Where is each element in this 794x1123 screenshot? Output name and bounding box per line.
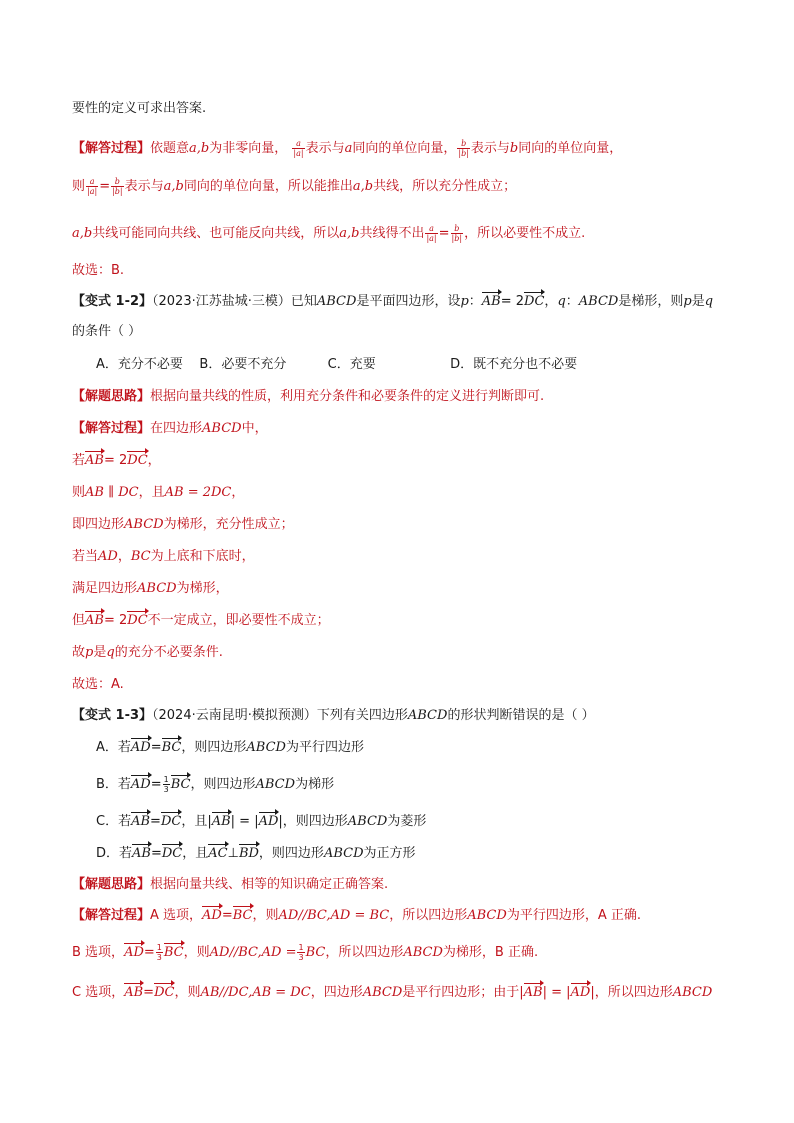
- text-fragment: ：: [468, 294, 482, 309]
- numerator: a: [86, 177, 98, 187]
- vector-AB: AB: [131, 814, 151, 829]
- text-fragment: 不一定成立，即必要性不成立；: [147, 613, 330, 628]
- vector-BC: BC: [170, 777, 191, 792]
- math-op: = 2: [103, 453, 128, 468]
- question-header: [72, 707, 595, 725]
- vector-DC: DC: [154, 985, 175, 1000]
- text-fragment: 即四边形: [72, 517, 125, 532]
- math-var: ABCD: [672, 985, 713, 1000]
- math-op: =: [150, 740, 162, 755]
- text-fragment: 在四边形: [150, 421, 203, 436]
- vector-BC: BC: [161, 740, 182, 755]
- math-var: ABCD: [202, 421, 242, 436]
- math-var: a,b: [339, 226, 360, 241]
- math-var: ABCD: [246, 740, 286, 755]
- text-fragment: 为梯形，充分性成立；: [163, 517, 294, 532]
- solution-line: [72, 452, 161, 470]
- math-var: p: [683, 294, 692, 309]
- options-text: A．充分不必要 B．必要不充分 C．充要 D．既不充分也不必要: [96, 357, 578, 372]
- numerator: 1: [298, 943, 304, 952]
- solution-line: [72, 177, 516, 196]
- fraction: [156, 943, 163, 962]
- text-fragment: 为平行四边形，A 正确.: [506, 908, 641, 923]
- text-fragment: |，则四边形: [278, 814, 348, 829]
- text-fragment: ，所以四边形: [325, 945, 404, 960]
- math-var: ABCD: [124, 517, 164, 532]
- question-tag: 【变式 1-2】: [72, 294, 153, 309]
- text-fragment: 表示与: [124, 179, 164, 194]
- math-var: b: [509, 141, 519, 156]
- text-fragment: 表示与: [470, 141, 510, 156]
- text-fragment: ，四边形: [310, 985, 363, 1000]
- option-label: D．若: [96, 846, 133, 861]
- answer-line: [72, 676, 124, 694]
- text-fragment: ，则四边形: [258, 846, 324, 861]
- math-var: q: [106, 645, 115, 660]
- question-tag: 【变式 1-3】: [72, 708, 153, 723]
- solution-line: [72, 984, 712, 1002]
- math-op: =: [438, 226, 450, 241]
- option-b: [96, 775, 334, 794]
- text-fragment: ，则: [174, 985, 201, 1000]
- vector-AB: AB: [85, 613, 104, 628]
- denominator: |b|: [458, 149, 469, 158]
- vector-AD: AD: [258, 814, 279, 829]
- question-line: [72, 323, 141, 341]
- text-fragment: 为平行四边形: [285, 740, 364, 755]
- text-fragment: 是: [93, 645, 107, 660]
- fraction: [86, 177, 98, 196]
- vector-AB: AB: [481, 294, 501, 309]
- fraction: [425, 224, 437, 243]
- text-fragment: ，: [544, 294, 558, 309]
- text-fragment: 是梯形，则: [618, 294, 684, 309]
- vector-BD: BD: [238, 846, 259, 861]
- solution-line: [72, 548, 255, 566]
- math-var: ABCD: [362, 985, 403, 1000]
- vector-AB: AB: [85, 453, 104, 468]
- answer-text: 故选：A.: [72, 677, 124, 692]
- text-fragment: 共线可能同向共线、也可能反向共线，所以: [92, 226, 340, 241]
- text-fragment: 根据向量共线、相等的知识确定正确答案.: [150, 877, 389, 892]
- solution-line: [72, 580, 229, 598]
- math-var: AD: [98, 549, 118, 564]
- section-tag: 【解答过程】: [72, 908, 151, 923]
- text-fragment: 为非零向量，: [209, 141, 288, 156]
- math-op: =: [150, 846, 162, 861]
- vector-AD: AD: [570, 985, 591, 1000]
- solution-line: [72, 612, 330, 630]
- vector-BC: BC: [163, 945, 184, 960]
- section-tag: 【解题思路】: [72, 877, 151, 892]
- text-fragment: 故: [72, 645, 86, 660]
- text-fragment: 为梯形，: [176, 581, 229, 596]
- vector-DC: DC: [160, 814, 182, 829]
- math-var: ABCD: [347, 814, 388, 829]
- numerator: 1: [163, 775, 169, 784]
- math-op: | = |: [230, 814, 259, 829]
- solution-line: [72, 484, 244, 502]
- denominator: 3: [156, 953, 162, 962]
- vector-DC: DC: [127, 613, 148, 628]
- section-tag: 【解答过程】: [72, 141, 151, 156]
- text-fragment: 是平面四边形，设: [356, 294, 461, 309]
- denominator: |a|: [293, 149, 304, 158]
- text-fragment: 若: [72, 453, 86, 468]
- numerator: b: [457, 139, 470, 149]
- math-var: q: [557, 294, 566, 309]
- text-fragment: ，且: [138, 485, 165, 500]
- math-op: =: [143, 985, 155, 1000]
- denominator: |b|: [451, 234, 463, 243]
- text-fragment: ，且: [182, 846, 209, 861]
- vector-AD: AD: [130, 777, 151, 792]
- solution-line: [72, 139, 622, 158]
- math-var: BC: [130, 549, 151, 564]
- option-c: [96, 813, 426, 831]
- text-fragment: 共线得不出: [359, 226, 425, 241]
- text-fragment: C 选项，: [72, 985, 125, 1000]
- option-label: B．若: [96, 777, 131, 792]
- text-fragment: 为正方形: [363, 846, 416, 861]
- math-op: | = |: [542, 985, 571, 1000]
- math-op: =: [143, 945, 155, 960]
- option-d: [96, 845, 416, 863]
- option-a: [96, 739, 364, 757]
- numerator: a: [425, 224, 437, 234]
- math-var: p: [460, 294, 469, 309]
- question-source: （2024·云南昆明·模拟预测）下列有关四边形: [152, 708, 408, 723]
- solution-line: [72, 907, 641, 925]
- numerator: b: [111, 177, 124, 187]
- text-fragment: 的条件（ ）: [72, 324, 142, 339]
- text-fragment: 根据向量共线的性质，利用充分条件和必要条件的定义进行判断即可.: [150, 389, 545, 404]
- text-fragment: ，所以四边形: [389, 908, 468, 923]
- solution-line: [72, 420, 268, 438]
- question-header: [72, 293, 713, 311]
- think-line: [72, 876, 388, 894]
- text-fragment: 为梯形，B 正确.: [442, 945, 539, 960]
- text-line: [72, 100, 206, 118]
- text-fragment: ，则: [183, 945, 210, 960]
- math-var: ABCD: [255, 777, 296, 792]
- denominator: |a|: [426, 234, 437, 243]
- vector-AB: AB: [132, 846, 151, 861]
- numerator: a: [292, 139, 304, 149]
- vector-DC: DC: [127, 453, 148, 468]
- vector-AD: AD: [202, 908, 222, 923]
- text-fragment: 的形状判断错误的是（ ）: [447, 708, 595, 723]
- text-fragment: 但: [72, 613, 86, 628]
- vector-AB: AB: [211, 814, 231, 829]
- question-options: [96, 356, 577, 374]
- text-fragment: 为菱形: [387, 814, 427, 829]
- math-var: p: [85, 645, 94, 660]
- text-fragment: 是平行四边形；由于|: [402, 985, 524, 1000]
- text-fragment: 表示与: [305, 141, 345, 156]
- section-tag: 【解题思路】: [72, 389, 151, 404]
- text-fragment: ，则: [252, 908, 279, 923]
- text-fragment: 为上底和下底时，: [150, 549, 255, 564]
- solution-line: [72, 644, 223, 662]
- text-fragment: 是: [691, 294, 705, 309]
- option-label: A．若: [96, 740, 131, 755]
- denominator: |a|: [87, 187, 98, 196]
- math-var: ABCD: [403, 945, 443, 960]
- math-var: ABCD: [316, 294, 357, 309]
- text-fragment: ，则四边形: [181, 740, 247, 755]
- vector-AD: AD: [130, 740, 151, 755]
- math-var: ABCD: [467, 908, 507, 923]
- option-label: C．若: [96, 814, 132, 829]
- text-fragment: A 选项，: [150, 908, 203, 923]
- math-expr: AB = 2DC: [164, 485, 232, 500]
- math-var: a,b: [163, 179, 184, 194]
- text-fragment: 共线，所以充分性成立；: [373, 179, 517, 194]
- vector-AD: AD: [124, 945, 144, 960]
- text-fragment: 若当: [72, 549, 99, 564]
- fraction: [292, 139, 304, 158]
- vector-DC: DC: [161, 846, 183, 861]
- text-fragment: 要性的定义可求出答案.: [72, 101, 207, 116]
- text-fragment: 依题意: [150, 141, 190, 156]
- text-fragment: 同向的单位向量，: [518, 141, 623, 156]
- solution-line: [72, 516, 294, 534]
- answer-text: 故选：B.: [72, 263, 125, 278]
- math-var: q: [704, 294, 714, 309]
- text-fragment: B 选项，: [72, 945, 125, 960]
- numerator: 1: [156, 943, 162, 952]
- denominator: |b|: [112, 187, 123, 196]
- text-fragment: 为梯形: [295, 777, 335, 792]
- vector-AB: AB: [124, 985, 144, 1000]
- math-var: ABCD: [137, 581, 177, 596]
- text-fragment: ，: [147, 453, 161, 468]
- vector-BC: BC: [232, 908, 253, 923]
- math-var: a,b: [72, 226, 93, 241]
- denominator: 3: [163, 785, 169, 794]
- solution-line: [72, 224, 585, 243]
- math-var: a: [344, 141, 353, 156]
- math-op: = 2: [103, 613, 128, 628]
- text-fragment: 的充分不必要条件.: [114, 645, 223, 660]
- math-var: a,b: [189, 141, 210, 156]
- math-expr: AB//DC,AB = DC: [200, 985, 311, 1000]
- vector-AB: AB: [523, 985, 543, 1000]
- text-fragment: 中，: [241, 421, 268, 436]
- text-fragment: 满足四边形: [72, 581, 138, 596]
- math-expr: AD//BC,AD = BC: [278, 908, 390, 923]
- math-expr: AB ∥ DC: [85, 485, 139, 500]
- text-fragment: 同向的单位向量，: [352, 141, 457, 156]
- math-op: =: [99, 179, 111, 194]
- math-var: BC: [305, 945, 326, 960]
- text-fragment: 同向的单位向量，所以能推出: [183, 179, 353, 194]
- fraction: [457, 139, 470, 158]
- text-fragment: ，且|: [181, 814, 212, 829]
- text-fragment: 则: [72, 485, 86, 500]
- math-var: a,b: [352, 179, 374, 194]
- answer-line: [72, 262, 124, 280]
- question-source: （2023·江苏盐城·三模）已知: [152, 294, 317, 309]
- fraction: [111, 177, 124, 196]
- text-fragment: ，则四边形: [190, 777, 256, 792]
- math-op: = 2: [500, 294, 525, 309]
- vector-AC: AC: [208, 846, 228, 861]
- think-line: [72, 388, 544, 406]
- text-fragment: 则: [72, 179, 86, 194]
- math-op: =: [150, 814, 161, 829]
- text-fragment: ，: [117, 549, 131, 564]
- denominator: 3: [298, 953, 304, 962]
- fraction: [163, 775, 170, 794]
- math-expr: AD//BC,AD =: [209, 945, 297, 960]
- vector-DC: DC: [524, 294, 545, 309]
- numerator: b: [451, 224, 464, 234]
- text-fragment: ：: [565, 294, 579, 309]
- math-op: =: [221, 908, 233, 923]
- text-fragment: |，所以四边形: [590, 985, 673, 1000]
- math-var: ABCD: [323, 846, 364, 861]
- text-fragment: ，所以必要性不成立.: [464, 226, 586, 241]
- text-fragment: ，: [231, 485, 245, 500]
- fraction: [451, 224, 464, 243]
- math-var: ABCD: [407, 708, 448, 723]
- solution-line: [72, 943, 538, 962]
- math-op: =: [150, 777, 162, 792]
- section-tag: 【解答过程】: [72, 421, 151, 436]
- math-op: ⊥: [227, 846, 239, 861]
- fraction: [297, 943, 304, 962]
- math-var: ABCD: [578, 294, 619, 309]
